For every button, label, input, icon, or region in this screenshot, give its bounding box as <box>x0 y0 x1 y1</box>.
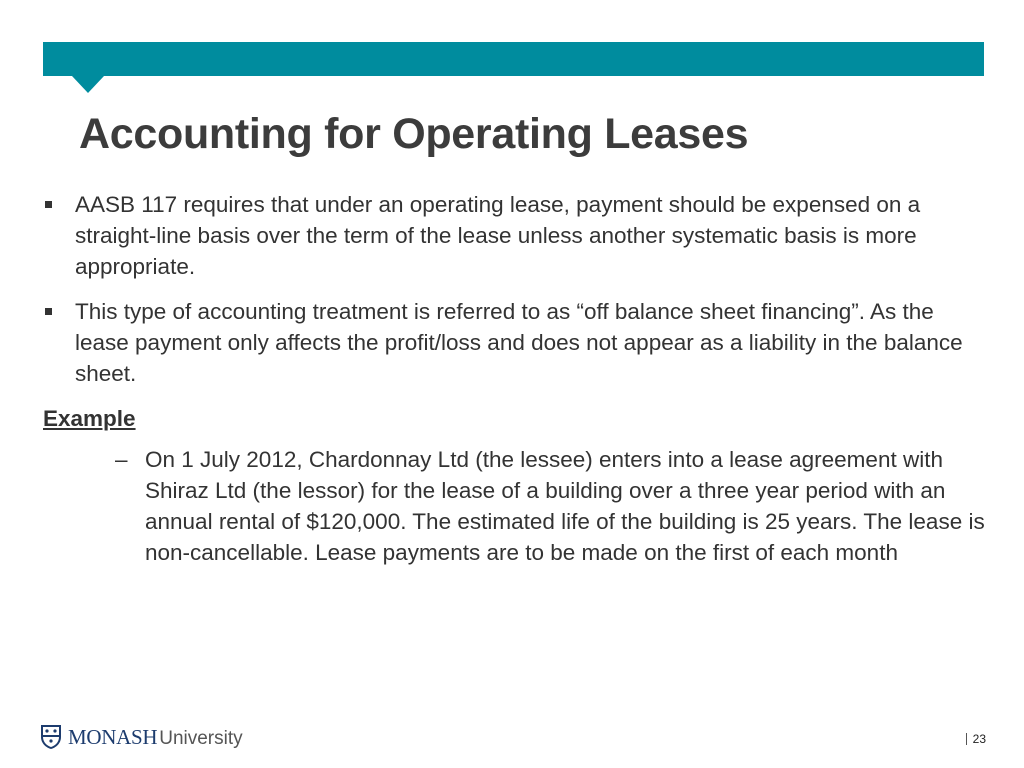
logo-primary-text: MONASH <box>68 724 158 749</box>
page-number-text: 23 <box>972 732 986 746</box>
slide-body <box>43 189 988 568</box>
bullet-item <box>43 296 988 389</box>
header-accent-notch <box>72 76 104 93</box>
page-number <box>966 732 986 746</box>
example-text: On 1 July 2012, Chardonnay Ltd (the lessee) enters into a lease agreement with Shiraz Ltd (the lessor) for the lease of a building over a three year period with an annual rental of $120,000. The estimated life of the building is 25 years. The lease is non-cancellable. Lease payments are to be made on the first of each month <box>145 447 985 565</box>
bullet-item <box>43 189 988 282</box>
bullet-text: This type of accounting treatment is referred to as “off balance sheet financing”. As the lease payment only affects the profit/loss and does not appear as a liability in the balance sheet. <box>75 299 963 386</box>
page-separator <box>966 733 967 745</box>
logo-wordmark <box>68 725 243 750</box>
square-bullet-icon <box>45 201 52 208</box>
example-item <box>115 444 988 568</box>
university-crest-icon <box>40 724 62 750</box>
square-bullet-icon <box>45 308 52 315</box>
monash-logo <box>40 722 243 752</box>
logo-secondary-text: University <box>159 727 243 749</box>
slide-title: Accounting for Operating Leases <box>79 110 749 158</box>
bullet-text: AASB 117 requires that under an operating lease, payment should be expensed on a straight-line basis over the term of the lease unless another systematic basis is more appropriate. <box>75 192 921 279</box>
example-heading: Example <box>43 406 136 431</box>
dash-bullet: – <box>115 447 128 472</box>
header-accent-bar <box>43 42 984 76</box>
